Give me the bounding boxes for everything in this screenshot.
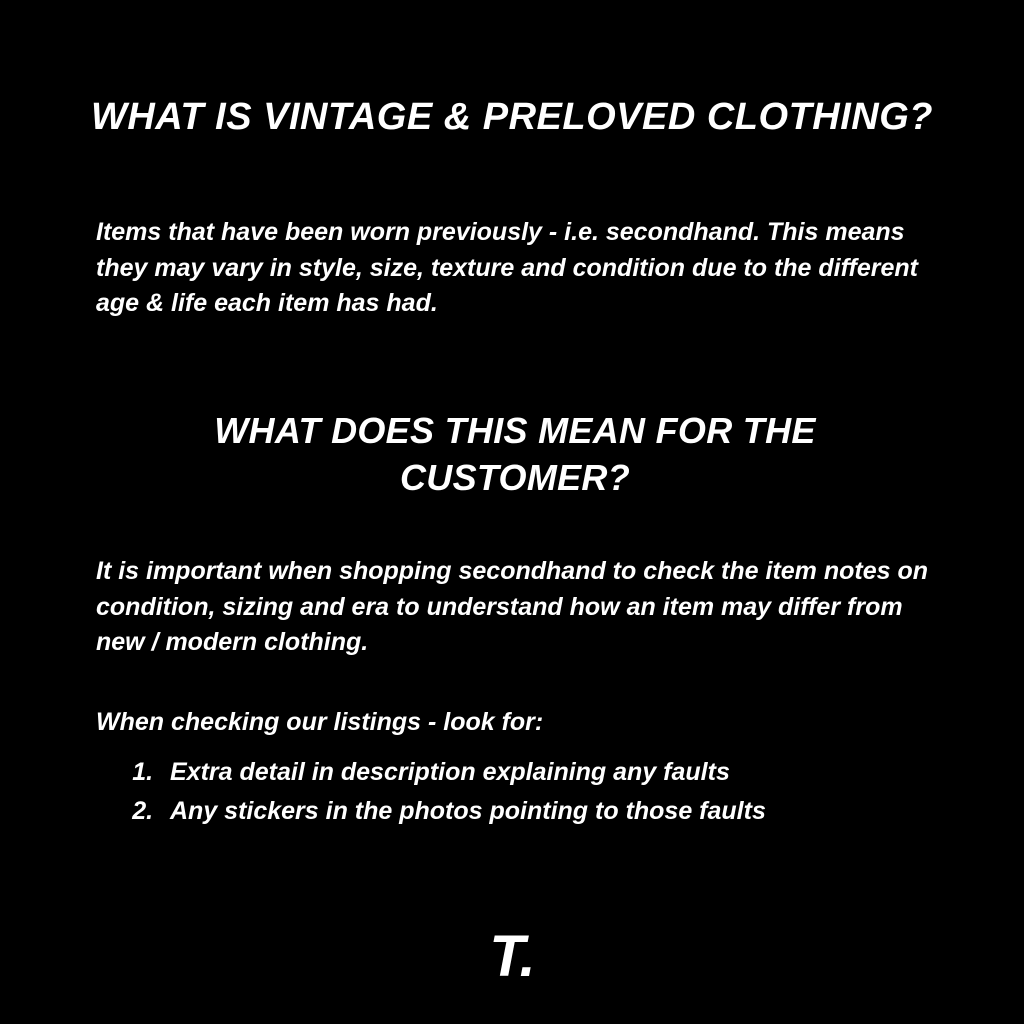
checklist [120,753,1020,831]
guidance-paragraph: It is important when shopping secondhand to check the item notes on condition, sizing and era to understand how an item may differ from new / modern clothing. [96,557,929,656]
checklist-prompt: When checking our listings - look for: [96,708,544,736]
definition-paragraph: Items that have been worn previously - i.e. secondhand. This means they may vary in style, size, texture and condition due to the different age & life each item has had. [96,218,918,317]
list-item: 1. Extra detail in description explaining any faults [160,753,1020,792]
list-item: 2. Any stickers in the photos pointing to those faults [160,792,1020,831]
brand-logo: T. [489,924,535,989]
section-title-customer-impact: WHAT DOES THIS MEAN FOR THE CUSTOMER? [214,409,816,498]
page-title: WHAT IS VINTAGE & PRELOVED CLOTHING? [90,96,934,139]
